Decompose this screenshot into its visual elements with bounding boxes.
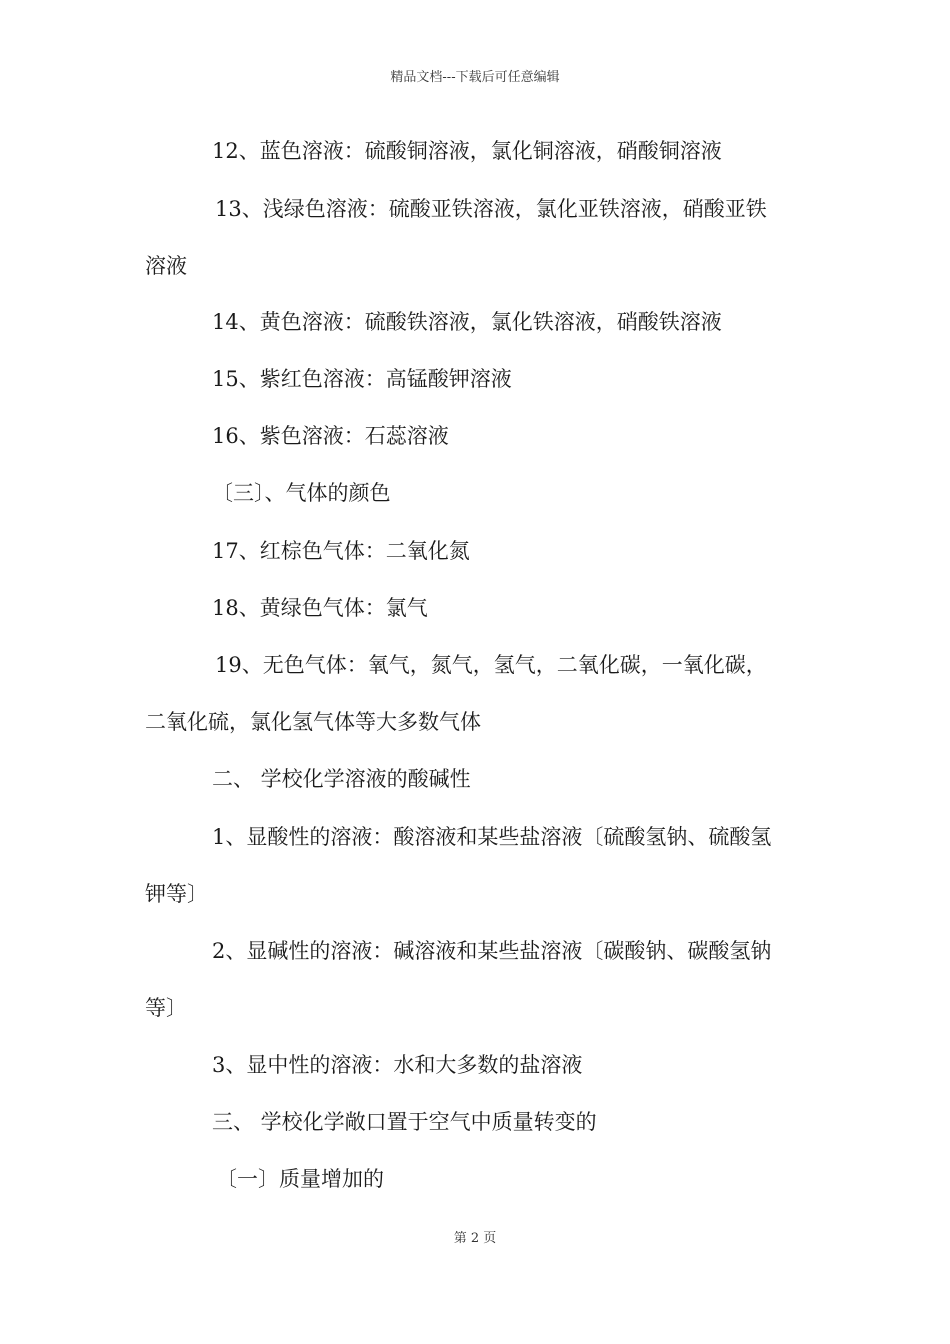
page-number: 第 2 页: [453, 1231, 497, 1246]
text-line-17: 17、红棕色气体：二氧化氮: [212, 539, 470, 563]
text-line-acidic: 1、显酸性的溶液：酸溶液和某些盐溶液〔硫酸氢钠、硫酸氢: [212, 825, 772, 849]
text-line-acidic-cont: 钾等〕: [145, 882, 208, 906]
text-line-18: 18、黄绿色气体：氯气: [212, 596, 428, 620]
text-line-14: 14、黄色溶液：硫酸铁溶液，氯化铁溶液，硝酸铁溶液: [212, 310, 722, 334]
subsection-heading-mass-increase: 〔一〕质量增加的: [216, 1167, 384, 1191]
text-line-15: 15、紫红色溶液：高锰酸钾溶液: [212, 367, 512, 391]
text-line-13-cont: 溶液: [145, 254, 187, 278]
text-line-19: 19、无色气体：氧气，氮气，氢气，二氧化碳，一氧化碳，: [215, 653, 767, 677]
section-heading-gas-color: 〔三〕、气体的颜色: [212, 481, 391, 505]
text-line-neutral: 3、显中性的溶液：水和大多数的盐溶液: [212, 1053, 583, 1077]
section-heading-mass-change: 三、 学校化学敞口置于空气中质量转变的: [212, 1110, 597, 1134]
text-line-19-cont: 二氧化硫，氯化氢气体等大多数气体: [145, 710, 481, 734]
text-line-basic: 2、显碱性的溶液：碱溶液和某些盐溶液〔碳酸钠、碳酸氢钠: [212, 939, 772, 963]
text-line-basic-cont: 等〕: [145, 996, 187, 1020]
text-line-13: 13、浅绿色溶液：硫酸亚铁溶液，氯化亚铁溶液，硝酸亚铁: [215, 197, 767, 221]
section-heading-acidity: 二、 学校化学溶液的酸碱性: [212, 767, 471, 791]
text-line-16: 16、紫色溶液：石蕊溶液: [212, 424, 449, 448]
text-line-12: 12、蓝色溶液：硫酸铜溶液，氯化铜溶液，硝酸铜溶液: [212, 139, 722, 163]
page-header: 精品文档---下载后可任意编辑: [390, 70, 560, 85]
